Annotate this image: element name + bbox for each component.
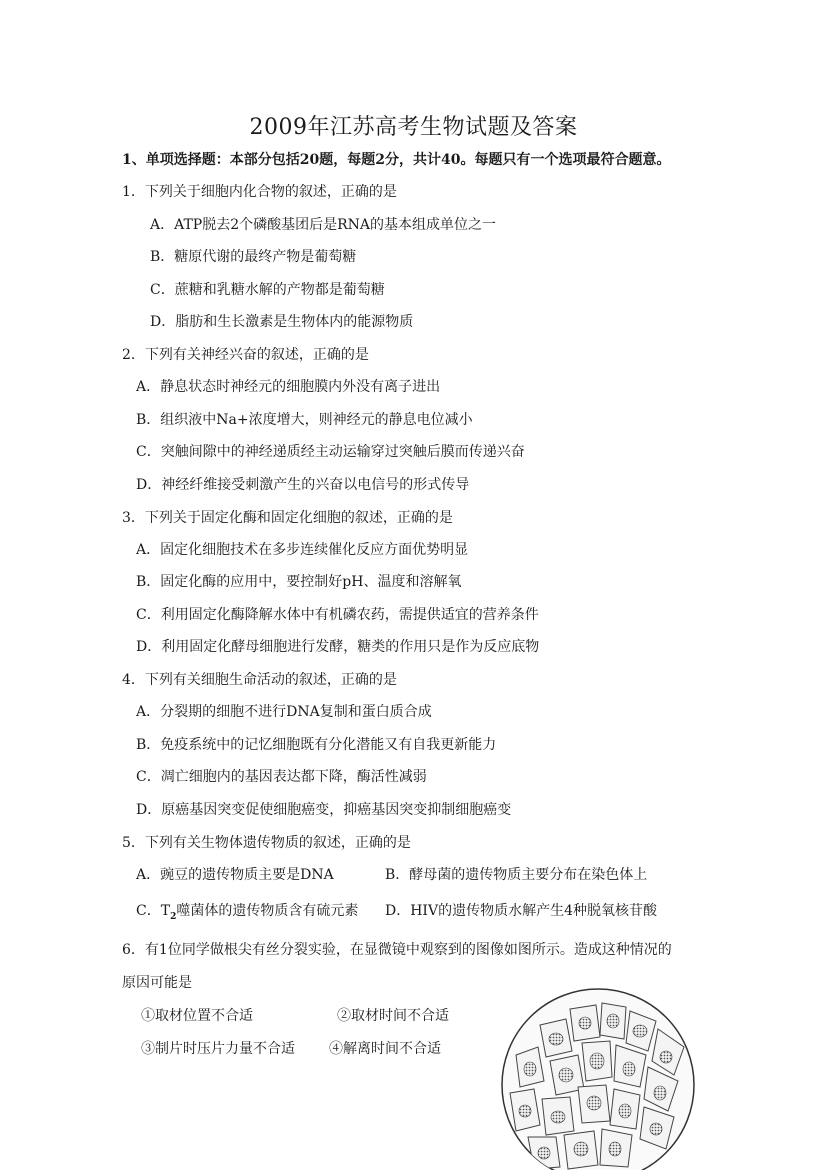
nucleus xyxy=(519,1105,531,1117)
question-4-option-d: D．原癌基因突变促使细胞癌变，抑癌基因突变抑制细胞癌变 xyxy=(136,802,512,818)
question-6-stem-line1: 6．有1位同学做根尖有丝分裂实验，在显微镜中观察到的图像如图所示。造成这种情况的 xyxy=(122,942,672,958)
question-5-stem: 5．下列有关生物体遗传物质的叙述，正确的是 xyxy=(122,835,411,851)
nucleus xyxy=(609,1142,621,1156)
page-title: 2009年江苏高考生物试题及答案 xyxy=(249,115,578,140)
question-4-option-a: A．分裂期的细胞不进行DNA复制和蛋白质合成 xyxy=(136,704,432,720)
microscope-view-figure xyxy=(498,985,698,1170)
question-6-item-1: ①取材位置不合适 xyxy=(141,1008,253,1024)
subscript-2: 2 xyxy=(170,912,177,922)
question-2-option-c: C．突触间隙中的神经递质经主动运输穿过突触后膜而传递兴奋 xyxy=(136,444,525,460)
nucleus xyxy=(524,1062,536,1076)
question-1-option-b: B．糖原代谢的最终产物是葡萄糖 xyxy=(150,249,357,265)
question-5-option-a: A．豌豆的遗传物质主要是DNA xyxy=(136,867,334,883)
nucleus xyxy=(607,1014,619,1028)
question-6-item-3: ③制片时压片力量不合适 xyxy=(141,1041,295,1057)
question-1-option-c: C．蔗糖和乳糖水解的产物都是葡萄糖 xyxy=(150,282,385,298)
nucleus xyxy=(619,1104,631,1118)
question-6-item-4: ④解离时间不合适 xyxy=(329,1041,441,1057)
question-1-stem: 1．下列关于细胞内化合物的叙述，正确的是 xyxy=(122,184,397,200)
question-4-option-c: C．凋亡细胞内的基因表达都下降，酶活性减弱 xyxy=(136,769,427,785)
question-5-option-d: D．HIV的遗传物质水解产生4种脱氧核苷酸 xyxy=(385,903,657,919)
section-heading: 1、单项选择题：本部分包括20题，每题2分，共计40。每题只有一个选项最符合题意。 xyxy=(122,152,671,168)
nucleus xyxy=(579,1017,591,1029)
nucleus xyxy=(660,1051,672,1063)
question-3-option-a: A．固定化细胞技术在多步连续催化反应方面优势明显 xyxy=(136,542,469,558)
question-2-stem: 2．下列有关神经兴奋的叙述，正确的是 xyxy=(122,347,369,363)
nucleus xyxy=(587,1096,601,1110)
nucleus xyxy=(559,1068,573,1082)
option-c-text: 噬菌体的遗传物质含有硫元素 xyxy=(176,903,359,919)
nucleus xyxy=(654,1086,666,1100)
nucleus xyxy=(549,1033,563,1045)
question-3-option-b: B．固定化酶的应用中，要控制好pH、温度和溶解氧 xyxy=(136,574,462,590)
question-3-option-d: D．利用固定化酵母细胞进行发酵，糖类的作用只是作为反应底物 xyxy=(136,639,540,655)
question-2-option-b: B．组织液中Na+浓度增大，则神经元的静息电位减小 xyxy=(136,412,473,428)
question-2-option-d: D．神经纤维接受刺激产生的兴奋以电信号的形式传导 xyxy=(136,477,470,493)
question-1-option-d: D．脂肪和生长激素是生物体内的能源物质 xyxy=(150,314,414,330)
question-3-stem: 3．下列关于固定化酶和固定化细胞的叙述，正确的是 xyxy=(122,510,453,526)
question-6-item-2: ②取材时间不合适 xyxy=(337,1008,449,1024)
nucleus xyxy=(551,1111,565,1123)
option-c-prefix: C．T xyxy=(136,903,171,919)
nucleus xyxy=(650,1123,662,1135)
nucleus xyxy=(633,1025,647,1037)
question-1-option-a: A．ATP脱去2个磷酸基团后是RNA的基本组成单位之一 xyxy=(150,217,497,233)
question-6-stem-line2: 原因可能是 xyxy=(122,975,192,991)
question-5-option-c xyxy=(136,902,358,926)
question-2-option-a: A．静息状态时神经元的细胞膜内外没有离子进出 xyxy=(136,379,441,395)
question-5-option-b: B．酵母菌的遗传物质主要分布在染色体上 xyxy=(385,867,648,883)
nucleus xyxy=(538,1147,550,1159)
nucleus xyxy=(590,1053,604,1069)
nucleus xyxy=(623,1062,635,1076)
question-4-option-b: B．免疫系统中的记忆细胞既有分化潜能又有自我更新能力 xyxy=(136,737,497,753)
nucleus xyxy=(574,1142,588,1156)
question-3-option-c: C．利用固定化酶降解水体中有机磷农药，需提供适宜的营养条件 xyxy=(136,607,539,623)
question-4-stem: 4．下列有关细胞生命活动的叙述，正确的是 xyxy=(122,672,397,688)
